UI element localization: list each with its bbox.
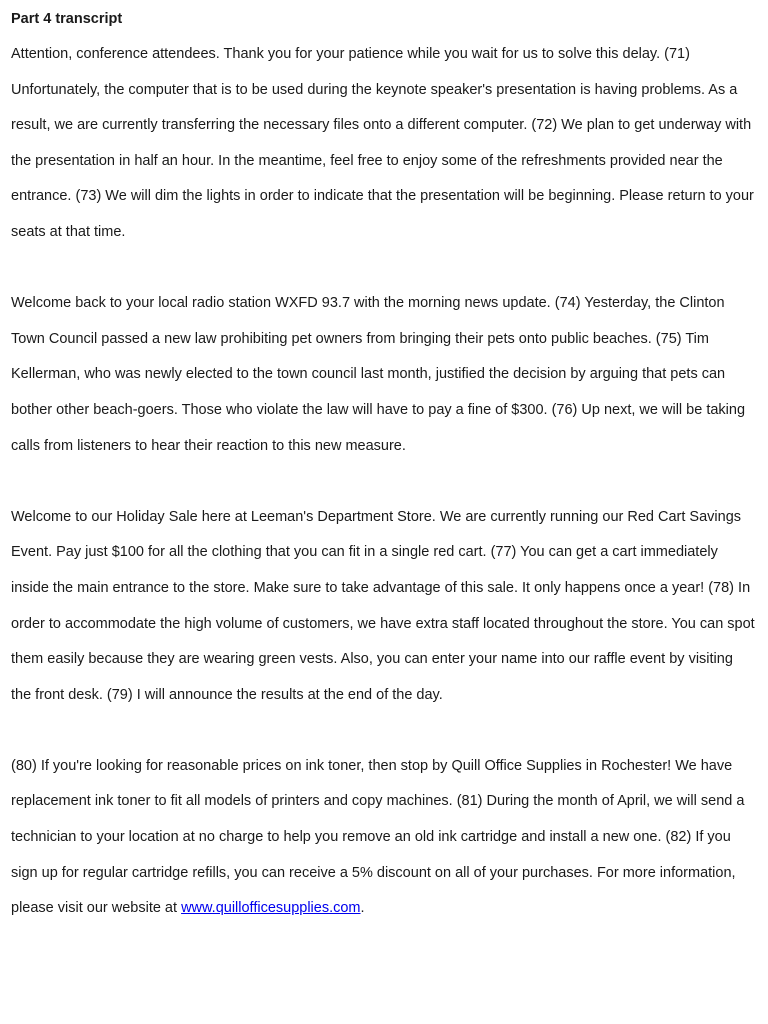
paragraph-trailing-period: . bbox=[360, 900, 365, 917]
website-link[interactable]: www.quillofficesupplies.com bbox=[181, 900, 361, 917]
document-title: Part 4 transcript bbox=[11, 11, 123, 27]
paragraph-holiday-sale: Welcome to our Holiday Sale here at Leeman's Department Store. We are currently running our Red Cart Savings Event. Pay just $100 for all the clothing that you can fit in a single red cart. (77) You can get a cart immediately inside the main entrance to the store. Make sure to take advantage of this sale. It only happens once a year! (78) In order to accommodate the high volume of customers, we have extra staff located throughout the store. You can spot them easily because they are wearing green vests. Also, you can enter your name into our raffle event by visiting the front desk. (79) I will announce the results at the end of the day. bbox=[11, 508, 755, 703]
paragraph-conference-announcement: Attention, conference attendees. Thank you for your patience while you wait for us to solve this delay. (71) Unfortunately, the computer that is to be used during the keynote speaker's presentation is having problems. As a result, we are currently transferring the necessary files onto a different computer. (72) We plan to get underway with the presentation in half an hour. In the meantime, feel free to enjoy some of the refreshments provided near the entrance. (73) We will dim the lights in order to indicate that the presentation will be beginning. Please return to your seats at that time. bbox=[11, 46, 754, 240]
paragraph-office-supplies-text: (80) If you're looking for reasonable prices on ink toner, then stop by Quill Office Supplies in Rochester! We have replacement ink toner to fit all models of printers and copy machines. (81) During the month of April, we will send a technician to your location at no charge to help you remove an old ink cartridge and install a new one. (82) If you sign up for regular cartridge refills, you can receive a 5% discount on all of your purchases. For more information, please visit our website at bbox=[11, 757, 745, 917]
paragraph-radio-news: Welcome back to your local radio station WXFD 93.7 with the morning news update. (74) Yesterday, the Clinton Town Council passed a new law prohibiting pet owners from bringing their pets onto public beaches. (75) Tim Kellerman, who was newly elected to the town council last month, justified the decision by arguing that pets can bother other beach-goers. Those who violate the law will have to pay a fine of $300. (76) Up next, we will be taking calls from listeners to hear their reaction to this new measure. bbox=[11, 295, 746, 454]
paragraph-office-supplies bbox=[11, 749, 757, 927]
